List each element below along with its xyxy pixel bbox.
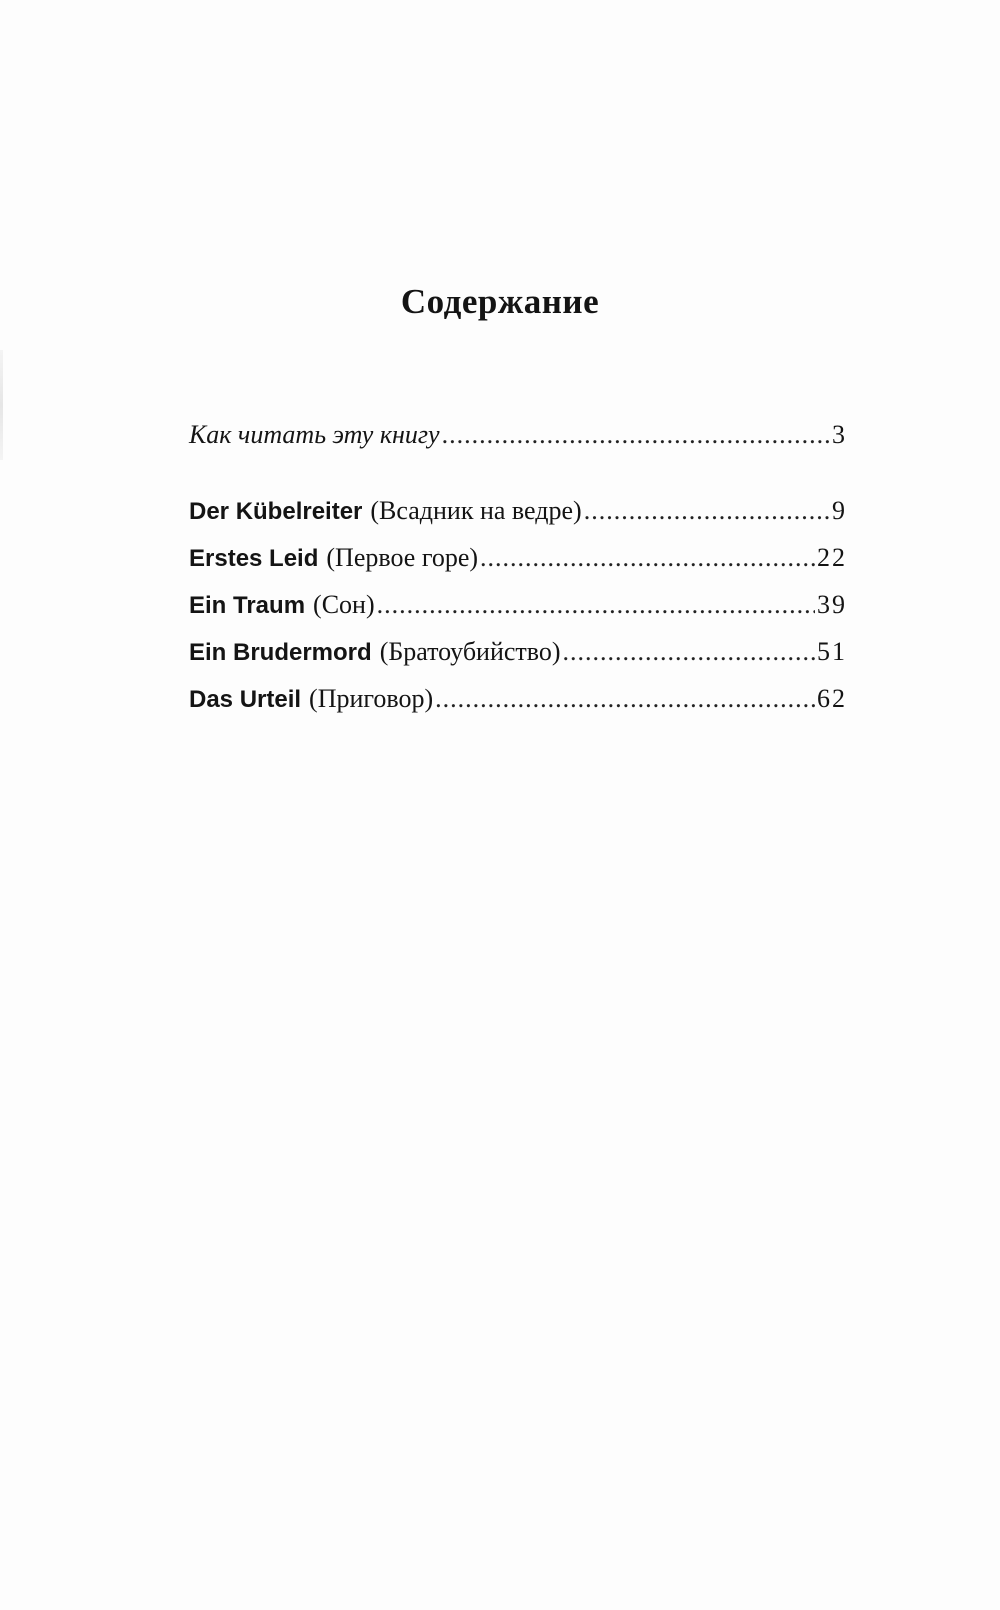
dot-leader (377, 582, 815, 628)
toc-entry-title-russian: (Братоубийство) (379, 637, 561, 666)
toc-entry-title-german: Ein Brudermord (189, 639, 372, 666)
toc-entry-title-german: Erstes Leid (189, 545, 319, 572)
toc-page-number: 39 (817, 590, 847, 619)
toc-page-number: 62 (817, 684, 847, 713)
toc-page-number: 9 (832, 496, 847, 525)
dot-leader (442, 412, 830, 458)
dot-leader (435, 676, 815, 722)
dot-leader (563, 629, 815, 675)
toc-entry-title-german: Ein Traum (189, 592, 306, 619)
toc-entry[interactable] (189, 535, 847, 582)
toc-entry-title-russian: (Сон) (313, 590, 375, 619)
toc-entry-intro[interactable] (189, 412, 847, 458)
toc-entry-title-russian: (Первое горе) (326, 543, 479, 572)
toc-entry[interactable] (189, 676, 847, 723)
toc-page-number: 51 (817, 637, 847, 666)
toc-entry-label: Как читать эту книгу (189, 420, 440, 449)
page-edge-shadow (0, 350, 3, 460)
toc-entry-title-german: Der Kübelreiter (189, 498, 363, 525)
toc-entry[interactable] (189, 629, 847, 676)
dot-leader (480, 535, 815, 581)
toc-list (189, 488, 847, 723)
dot-leader (584, 488, 830, 534)
toc-entry-title-german: Das Urteil (189, 686, 302, 713)
page-title: Содержание (400, 282, 600, 321)
toc-intro (189, 412, 847, 458)
toc-page-number: 22 (817, 543, 847, 572)
toc-entry[interactable] (189, 488, 847, 535)
toc-entry-title-russian: (Всадник на ведре) (370, 496, 582, 525)
toc-entry-title-russian: (Приговор) (309, 684, 434, 713)
toc-entry[interactable] (189, 582, 847, 629)
toc-page-number: 3 (832, 420, 847, 449)
